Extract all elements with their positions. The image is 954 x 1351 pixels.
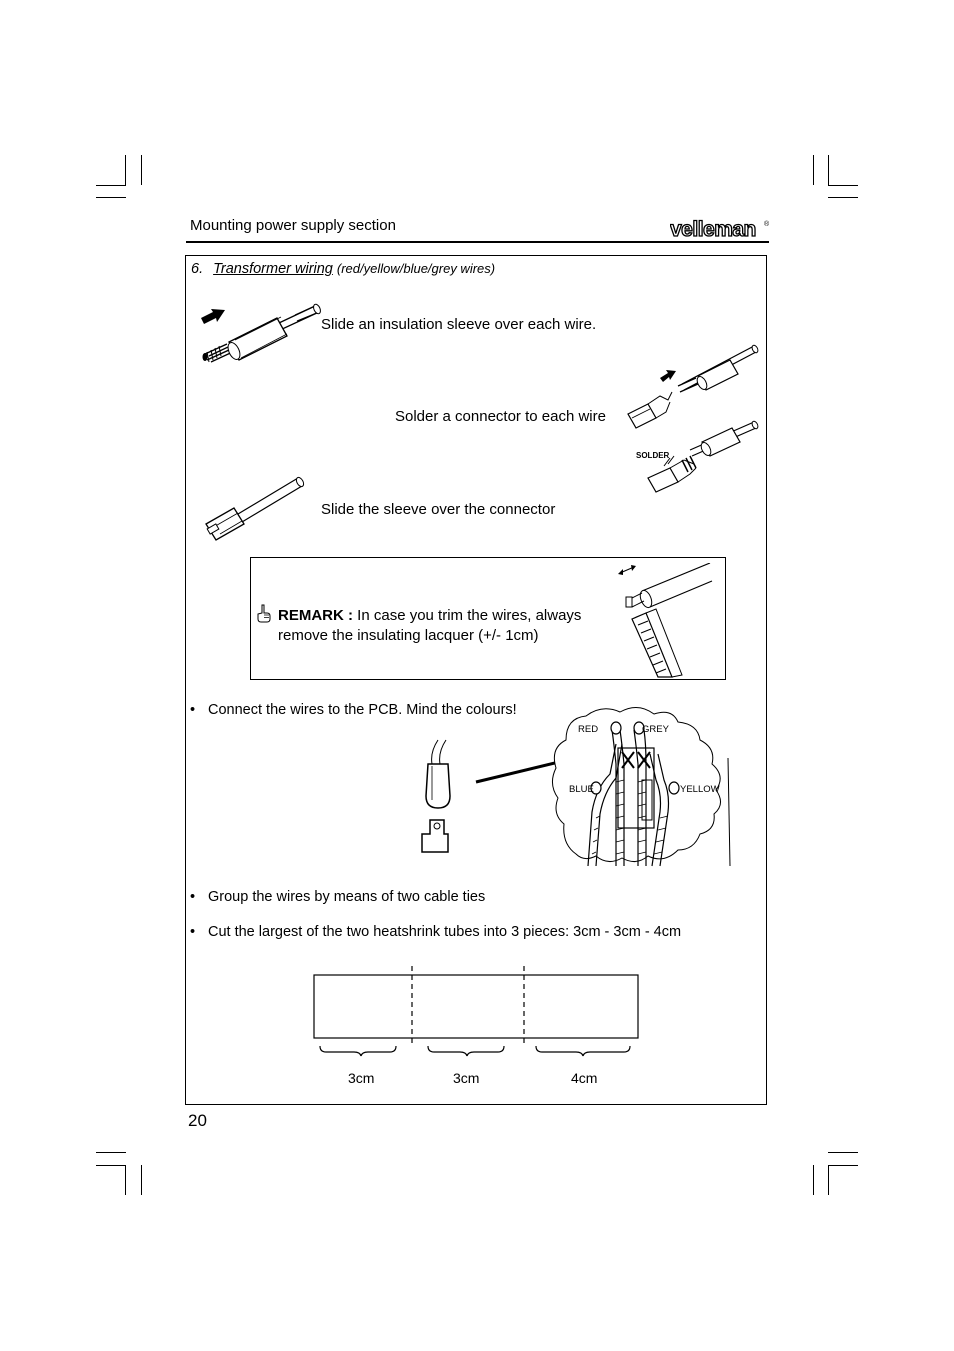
section-name: Transformer wiring (213, 261, 333, 277)
step-solder-connector: Solder a connector to each wire (395, 408, 606, 425)
svg-text:®: ® (764, 221, 770, 228)
bullet-text: Connect the wires to the PCB. Mind the colours! (208, 702, 517, 718)
remark-text (278, 606, 618, 646)
solder-connector-illustration (622, 338, 762, 498)
remark-body: In case you trim the wires, always remove the insulating lacquer (+/- 1cm) (278, 607, 582, 644)
header-rule (186, 241, 769, 243)
wire-label-red: RED (578, 724, 599, 735)
bullet-group-wires: • Group the wires by means of two cable ties (190, 889, 486, 905)
cut-label-2: 3cm (453, 1070, 480, 1086)
pointing-hand-icon (256, 603, 272, 623)
header-title: Mounting power supply section (190, 217, 396, 234)
dimension-braces (320, 1046, 630, 1056)
arrow-icon (201, 309, 225, 324)
step-slide-sleeve: Slide an insulation sleeve over each wire. (321, 316, 597, 333)
remark-label: REMARK : (278, 607, 353, 624)
heatshrink-tube (314, 975, 638, 1038)
section-title (191, 261, 495, 277)
solder-label: SOLDER (636, 451, 670, 460)
page-number: 20 (188, 1111, 207, 1130)
wire-label-grey: GREY (642, 724, 669, 735)
cut-label-1: 3cm (348, 1070, 375, 1086)
section-subtitle: (red/yellow/blue/grey wires) (336, 261, 496, 276)
section-number: 6. (191, 261, 204, 277)
step-slide-over-connector: Slide the sleeve over the connector (321, 501, 556, 518)
arrow-icon (660, 370, 676, 382)
svg-text:velleman: velleman (670, 218, 756, 240)
sleeve-illustration (195, 290, 325, 370)
bullet-cut-tubes: • Cut the largest of the two heatshrink tubes into 3 pieces: 3cm - 3cm - 4cm (190, 924, 682, 940)
bullet-text: Group the wires by means of two cable ties (208, 889, 486, 905)
sleeved-connector-illustration (198, 470, 308, 542)
wire-label-blue: BLUE (569, 784, 594, 795)
bullet-text: Cut the largest of the two heatshrink tubes into 3 pieces: 3cm - 3cm - 4cm (208, 924, 682, 940)
wire-label-yellow: YELLOW (680, 784, 720, 795)
pcb-wiring-illustration (416, 704, 736, 870)
heatshrink-cut-diagram (310, 962, 645, 1062)
cut-label-3: 4cm (571, 1070, 598, 1086)
bullet-connect-wires: • Connect the wires to the PCB. Mind the colours! (190, 702, 517, 718)
trim-wire-illustration (612, 563, 716, 679)
